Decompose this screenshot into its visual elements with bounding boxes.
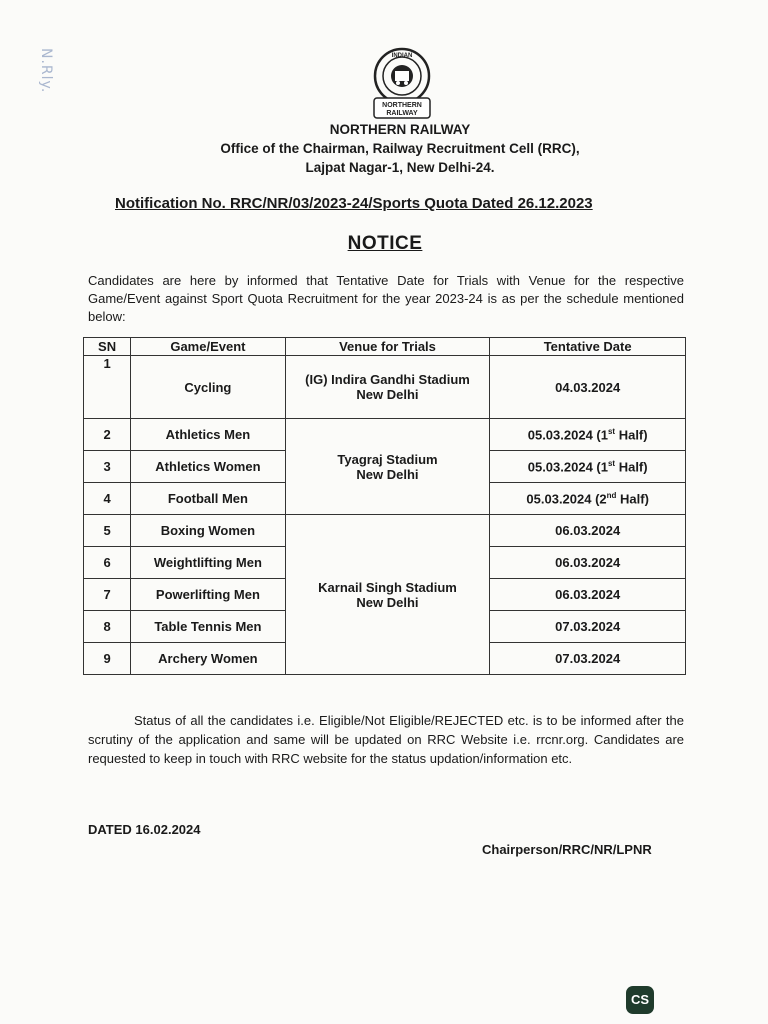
notice-title: NOTICE — [347, 233, 423, 254]
venue-city: New Delhi — [356, 594, 419, 610]
row-date: 05.03.2024 (1st Half) — [490, 451, 686, 483]
row-game: Cycling — [131, 356, 286, 419]
venue-city: New Delhi — [356, 387, 419, 402]
logo-banner-text: NORTHERN RAILWAY — [382, 102, 422, 117]
row-sn: 9 — [84, 643, 131, 675]
signatory: Chairperson/RRC/NR/LPNR — [482, 842, 652, 857]
row-game: Athletics Men — [131, 419, 286, 451]
row-sn: 6 — [84, 547, 131, 579]
header-date: Tentative Date — [490, 338, 686, 356]
row-game: Powerlifting Men — [131, 579, 286, 611]
row-date: 05.03.2024 (1st Half) — [490, 419, 686, 451]
venue-cell — [285, 419, 490, 515]
table-row — [84, 515, 686, 547]
header-venue: Venue for Trials — [285, 338, 490, 356]
row-sn: 2 — [84, 419, 131, 451]
org-name: NORTHERN RAILWAY — [329, 122, 471, 137]
logo-top-text: INDIAN — [391, 53, 413, 59]
row-sn: 1 — [84, 356, 131, 419]
row-game: Boxing Women — [131, 515, 286, 547]
row-date: 07.03.2024 — [490, 643, 686, 675]
office-header — [150, 120, 650, 177]
dated-line: DATED 16.02.2024 — [88, 822, 201, 837]
row-game: Table Tennis Men — [131, 611, 286, 643]
row-sn: 8 — [84, 611, 131, 643]
northern-railway-logo — [364, 46, 440, 126]
row-date: 06.03.2024 — [490, 547, 686, 579]
venue-city: New Delhi — [356, 466, 419, 482]
header-game: Game/Event — [131, 338, 286, 356]
venue-name: Tyagraj Stadium — [337, 451, 438, 467]
row-sn: 4 — [84, 483, 131, 515]
intro-paragraph: Candidates are here by informed that Tentative Date for Trials with Venue for the respective Game/Event against Sport Quota Recruitment for the year 2023-24 is as per the schedule mentioned below: — [88, 273, 684, 324]
table-row — [84, 356, 686, 419]
trial-schedule-table — [83, 337, 686, 675]
row-game: Athletics Women — [131, 451, 286, 483]
venue-cell — [285, 515, 490, 675]
row-game: Archery Women — [131, 643, 286, 675]
row-game: Weightlifting Men — [131, 547, 286, 579]
venue-name: (IG) Indira Gandhi Stadium — [305, 372, 470, 387]
status-paragraph: Status of all the candidates i.e. Eligible/Not Eligible/REJECTED etc. is to be informed after the scrutiny of the application and same will be updated on RRC Website i.e. rrcnr.org. Candidates are requested to keep in touch with RRC website for the status updation/information etc. — [88, 713, 684, 766]
notification-number: Notification No. RRC/NR/03/2023-24/Sports Quota Dated 26.12.2023 — [115, 195, 593, 212]
header-sn: SN — [84, 338, 131, 356]
row-date: 04.03.2024 — [490, 356, 686, 419]
camscanner-badge-icon: CS — [626, 986, 654, 1014]
row-sn: 3 — [84, 451, 131, 483]
office-stamp: N.Rly. — [38, 48, 54, 94]
row-date: 06.03.2024 — [490, 515, 686, 547]
row-sn: 7 — [84, 579, 131, 611]
row-game: Football Men — [131, 483, 286, 515]
office-name: Office of the Chairman, Railway Recruitment Cell (RRC), — [220, 141, 580, 156]
table-row — [84, 419, 686, 451]
row-date: 07.03.2024 — [490, 611, 686, 643]
venue-name: Karnail Singh Stadium — [318, 579, 457, 595]
row-date: 05.03.2024 (2nd Half) — [490, 483, 686, 515]
venue-cell — [285, 356, 490, 419]
office-address: Lajpat Nagar-1, New Delhi-24. — [305, 160, 495, 175]
table-header-row — [84, 338, 686, 356]
row-date: 06.03.2024 — [490, 579, 686, 611]
row-sn: 5 — [84, 515, 131, 547]
